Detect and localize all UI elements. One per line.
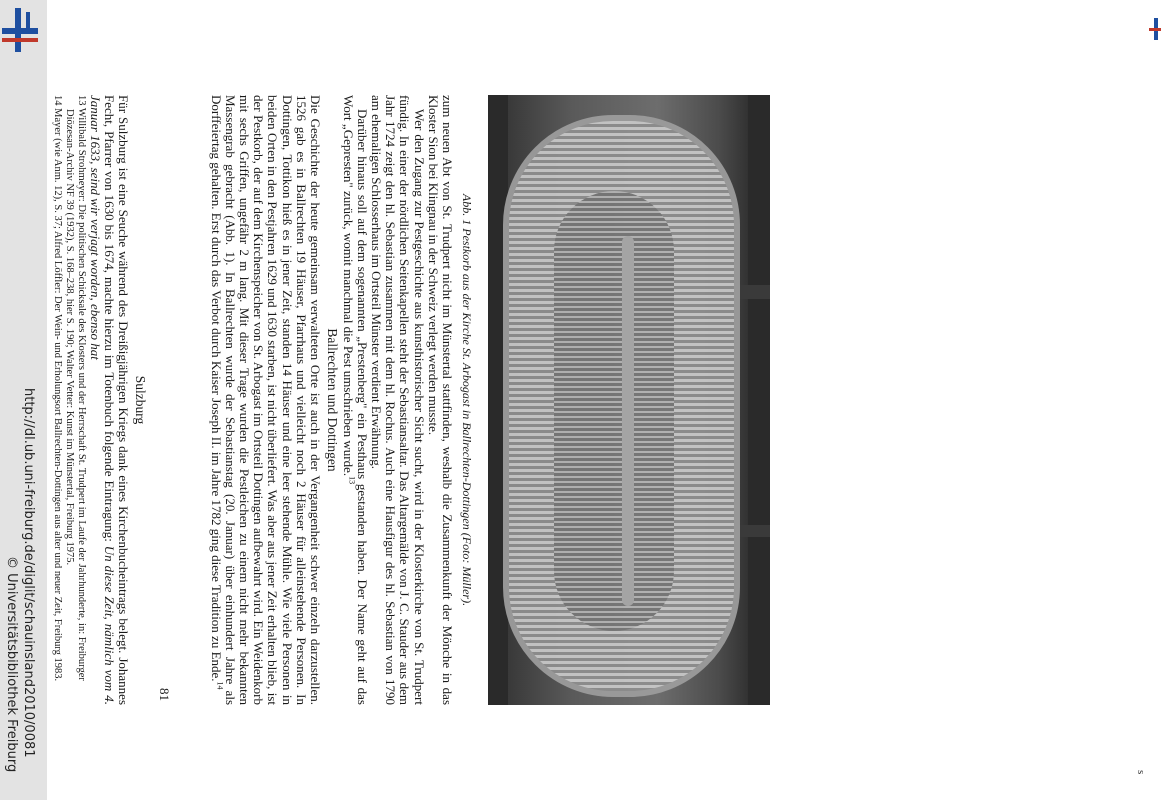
- footnote-ref[interactable]: 14: [214, 681, 224, 690]
- footnote: 13 Willibald Strohmeyer: Die politischen Schicksale des Klosters und der Herrschaft St. Trudpert im Laufe der Jahrhunderte, in: Freiburger Diözesan-Archiv NF 39 (1932), S. 168–238, hier S. 190; Walter Vetter: Kunst im Münstertal, Freiburg 1975.: [64, 95, 87, 681]
- paragraph: Die Geschichte der heute gemeinsam verwalteten Orte ist auch in der Vergangenheit schwer einzeln darzustellen. 1526 gab es in Ballrechten 19 Häuser, Pfarrhaus und vielleicht noch 2 Häuser für alleinstehende Personen. In Dottingen, Tottikon hieß es in jener Zeit, standen 14 Häuser und eine leer stehende Mühle. Wie viele Personen in beiden Orten in den Pestjahren 1629 und 1630 starben, ist nicht überliefert. Was aber aus jener Zeit erhalten blieb, ist der Pestkorb, der auf dem Kirchenspeicher von St. Arbogast im Ortsteil Dottingen aufbewahrt wird. Ein Weidenkorb mit sechs Griffen, ungefähr 2 m lang. Mit dieser Trage wurden die Pestleichen zu einem nicht mehr bekannten Massengrab gebracht (Abb. 1). In Ballrechten wurde der Sebastianstag (20. Januar) über einhundert Jahre als Dorffeiertag gehalten. Erst durch das Verbot durch Kaiser Joseph II. im Jahre 1782 ging diese Tradition zu Ende.: [208, 95, 323, 705]
- footnote-ref[interactable]: 13: [346, 476, 356, 485]
- university-logo-icon-right: [1146, 18, 1161, 40]
- section-heading: Sulzburg: [133, 375, 148, 425]
- university-logo-icon: [0, 8, 40, 52]
- paragraph: Wer den Zugang zur Pestgeschichte aus kunsthistorischer Sicht sucht, wird in der Klosterkirche von St. Trudpert fündig. In einer der nördlichen Seitenkapellen steht der Sebastiansaltar. Das Altargemälde von J. C. Stauder aus dem Jahr 1724 zeigt den hl. Sebastian zusammen mit dem hl. Rochus. Auch eine Hausfigur des hl. Sebastian von 1790 am ehemaligen Schlosserhaus im Ortsteil Münster verdient Erwähnung.: [368, 95, 427, 705]
- intro-text: [340, 95, 454, 705]
- page-number: 81: [157, 688, 172, 701]
- figure-caption: Abb. 1 Pestkorb aus der Kirche St. Arbogast in Ballrechten-Dottingen (Foto: Müller).: [460, 193, 474, 607]
- footnotes: [51, 95, 88, 705]
- scanned-page: [52, 0, 770, 800]
- footnote: 14 Mayer (wie Anm. 12), S. 37; Alfred Löffler: Der Wein- und Erholungsort Ballrechten-Dottingen aus alter und neuer Zeit, Freiburg 1983.: [52, 95, 63, 682]
- quote: Un diese Zeit, nämlich vom 4. Januar 1633, seind wir verjagt worden, ebenso hat: [87, 95, 117, 705]
- paragraph: zum neuen Abt von St. Trudpert nicht im Münstertal stattfinden, weshalb die Zusammenkunft der Mönche in das Kloster Sion bei Klingnau in der Schweiz verlegt werden musste.: [425, 95, 455, 705]
- basket-shape: [503, 115, 740, 697]
- copyright-notice: © Universitätsbibliothek Freiburg: [4, 556, 19, 773]
- section2-text: [87, 95, 130, 705]
- section-heading: Ballrechten und Dottingen: [325, 328, 340, 472]
- page-edge-mark: s: [1135, 770, 1147, 775]
- paragraph: Für Sulzburg ist eine Seuche während des Dreißigjährigen Kriegs dank eines Kirchenbucheintrags belegt. Johannes Fecht, Pfarrer von 1630 bis 1674, machte hierzu im Totenbuch folgende Eintragung:: [101, 95, 131, 705]
- paragraph: Darüber hinaus soll auf dem sogenannten „Prestenberg" ein Pesthaus gestanden haben. Der Name geht auf das Wort „Gepresten" zurück, womit manchmal die Pest umschrieben wurde.: [340, 95, 370, 705]
- viewer-sidebar: [0, 0, 47, 800]
- document-url[interactable]: http://dl.ub.uni-freiburg.de/diglit/schauinsland2010/0081: [21, 388, 36, 758]
- pestkorb-photo: [488, 95, 770, 705]
- section1-text: [208, 95, 322, 705]
